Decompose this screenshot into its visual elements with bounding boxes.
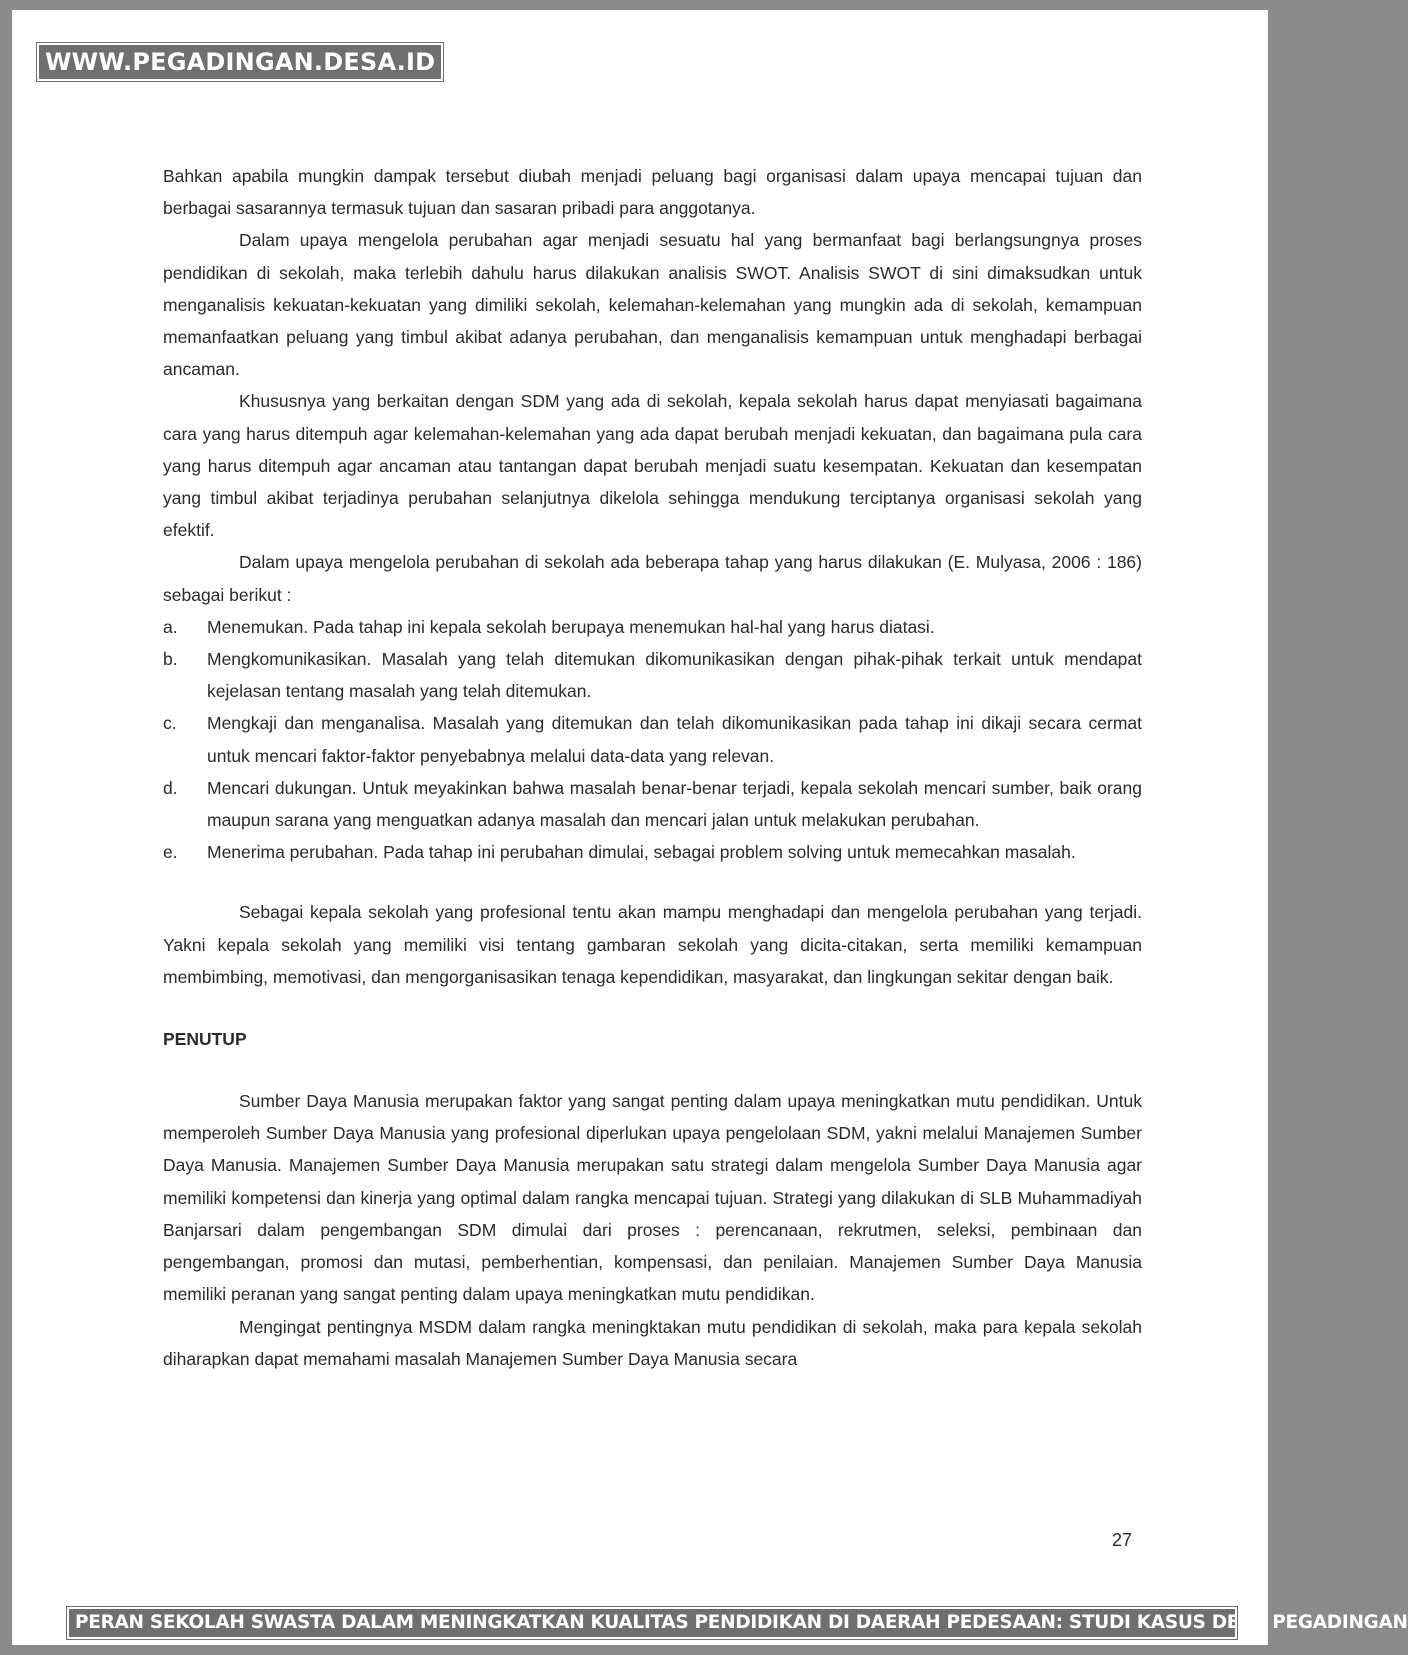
list-item bbox=[163, 643, 1142, 707]
list-item-text: Mengkomunikasikan. Masalah yang telah ditemukan dikomunikasikan dengan pihak-pihak terkait untuk mendapat kejelasan tentang masalah yang telah ditemukan. bbox=[207, 649, 1142, 702]
list-marker: d. bbox=[163, 777, 178, 798]
list-marker: c. bbox=[163, 713, 177, 734]
paragraph: Mengingat pentingnya MSDM dalam rangka meningktakan mutu pendidikan di sekolah, maka para kepala sekolah diharapkan dapat memahami masalah Manajemen Sumber Daya Manusia secara bbox=[163, 1316, 1142, 1369]
list-marker: a. bbox=[163, 616, 178, 637]
list-item-text: Menemukan. Pada tahap ini kepala sekolah berupaya menemukan hal-hal yang harus diatasi. bbox=[207, 616, 935, 637]
list-item-text: Menerima perubahan. Pada tahap ini perubahan dimulai, sebagai problem solving untuk memecahkan masalah. bbox=[207, 842, 1076, 863]
document-page bbox=[12, 10, 1408, 1645]
list-marker: e. bbox=[163, 842, 178, 863]
paragraph: Sebagai kepala sekolah yang profesional tentu akan mampu menghadapi dan mengelola perubahan yang terjadi. Yakni kepala sekolah yang memiliki visi tentang gambaran sekolah yang dicita-citakan, serta memiliki kemampuan membimbing, memotivasi, dan mengorganisasikan tenaga kependidikan, masyarakat, dan lingkungan sekitar dengan baik. bbox=[163, 902, 1142, 987]
list-marker: b. bbox=[163, 649, 178, 670]
spacer bbox=[163, 868, 1142, 896]
caption-watermark: PERAN SEKOLAH SWASTA DALAM MENINGKATKAN KUALITAS PENDIDIKAN DI DAERAH PEDESAAN: STUDI KASUS DESA PEGADINGAN bbox=[67, 1607, 1237, 1639]
list-item bbox=[163, 836, 1142, 868]
paragraph: Dalam upaya mengelola perubahan di sekolah ada beberapa tahap yang harus dilakukan (E. Mulyasa, 2006 : 186) sebagai berikut : bbox=[163, 552, 1142, 605]
steps-list bbox=[163, 611, 1142, 869]
paragraph: Sumber Daya Manusia merupakan faktor yang sangat penting dalam upaya meningkatkan mutu pendidikan. Untuk memperoleh Sumber Daya Manusia yang profesional diperlukan upaya pengelolaan SDM, yakni melalui Manajemen Sumber Daya Manusia. Manajemen Sumber Daya Manusia merupakan satu strategi dalam mengelola Sumber Daya Manusia agar memiliki kompetensi dan kinerja yang optimal dalam rangka mencapai tujuan. Strategi yang dilakukan di SLB Muhammadiyah Banjarsari dalam pengembangan SDM dimulai dari proses : perencanaan, rekrutmen, seleksi, pembinaan dan pengembangan, promosi dan mutasi, pemberhentian, kompensasi, dan penilaian. Manajemen Sumber Daya Manusia memiliki peranan yang sangat penting dalam upaya meningkatkan mutu pendidikan. bbox=[163, 1091, 1142, 1305]
spacer bbox=[163, 1055, 1142, 1085]
list-item bbox=[163, 772, 1142, 836]
paragraph: Bahkan apabila mungkin dampak tersebut diubah menjadi peluang bagi organisasi dalam upaya mencapai tujuan dan berbagai sasarannya termasuk tujuan dan sasaran pribadi para anggotanya. bbox=[163, 166, 1142, 219]
paragraph: Khususnya yang berkaitan dengan SDM yang ada di sekolah, kepala sekolah harus dapat menyiasati bagaimana cara yang harus ditempuh agar kelemahan-kelemahan yang ada dapat berubah menjadi kekuatan, dan bagaimana pula cara yang harus ditempuh agar ancaman atau tantangan dapat berubah menjadi suatu kesempatan. Kekuatan dan kesempatan yang timbul akibat terjadinya perubahan selanjutnya dikelola sehingga mendukung terciptanya organisasi sekolah yang efektif. bbox=[163, 391, 1142, 541]
site-watermark: WWW.PEGADINGAN.DESA.ID bbox=[37, 43, 443, 81]
section-heading: PENUTUP bbox=[163, 1029, 247, 1050]
list-item-text: Mengkaji dan menganalisa. Masalah yang ditemukan dan telah dikomunikasikan pada tahap ini dikaji secara cermat untuk mencari faktor-faktor penyebabnya melalui data-data yang relevan. bbox=[207, 713, 1142, 766]
document-body bbox=[163, 160, 1142, 1375]
list-item-text: Mencari dukungan. Untuk meyakinkan bahwa masalah benar-benar terjadi, kepala sekolah mencari sumber, baik orang maupun sarana yang menguatkan adanya masalah dan mencari jalan untuk melakukan perubahan. bbox=[207, 777, 1142, 831]
spacer bbox=[163, 993, 1142, 1023]
page-number: 27 bbox=[1112, 1530, 1133, 1550]
paragraph: Dalam upaya mengelola perubahan agar menjadi sesuatu hal yang bermanfaat bagi berlangsungnya proses pendidikan di sekolah, maka terlebih dahulu harus dilakukan analisis SWOT. Analisis SWOT di sini dimaksudkan untuk menganalisis kekuatan-kekuatan yang dimiliki sekolah, kelemahan-kelemahan yang mungkin ada di sekolah, kemampuan memanfaatkan peluang yang timbul akibat adanya perubahan, dan menganalisis kemampuan untuk menghadapi berbagai ancaman. bbox=[163, 230, 1142, 380]
list-item bbox=[163, 611, 1142, 643]
list-item bbox=[163, 707, 1142, 771]
